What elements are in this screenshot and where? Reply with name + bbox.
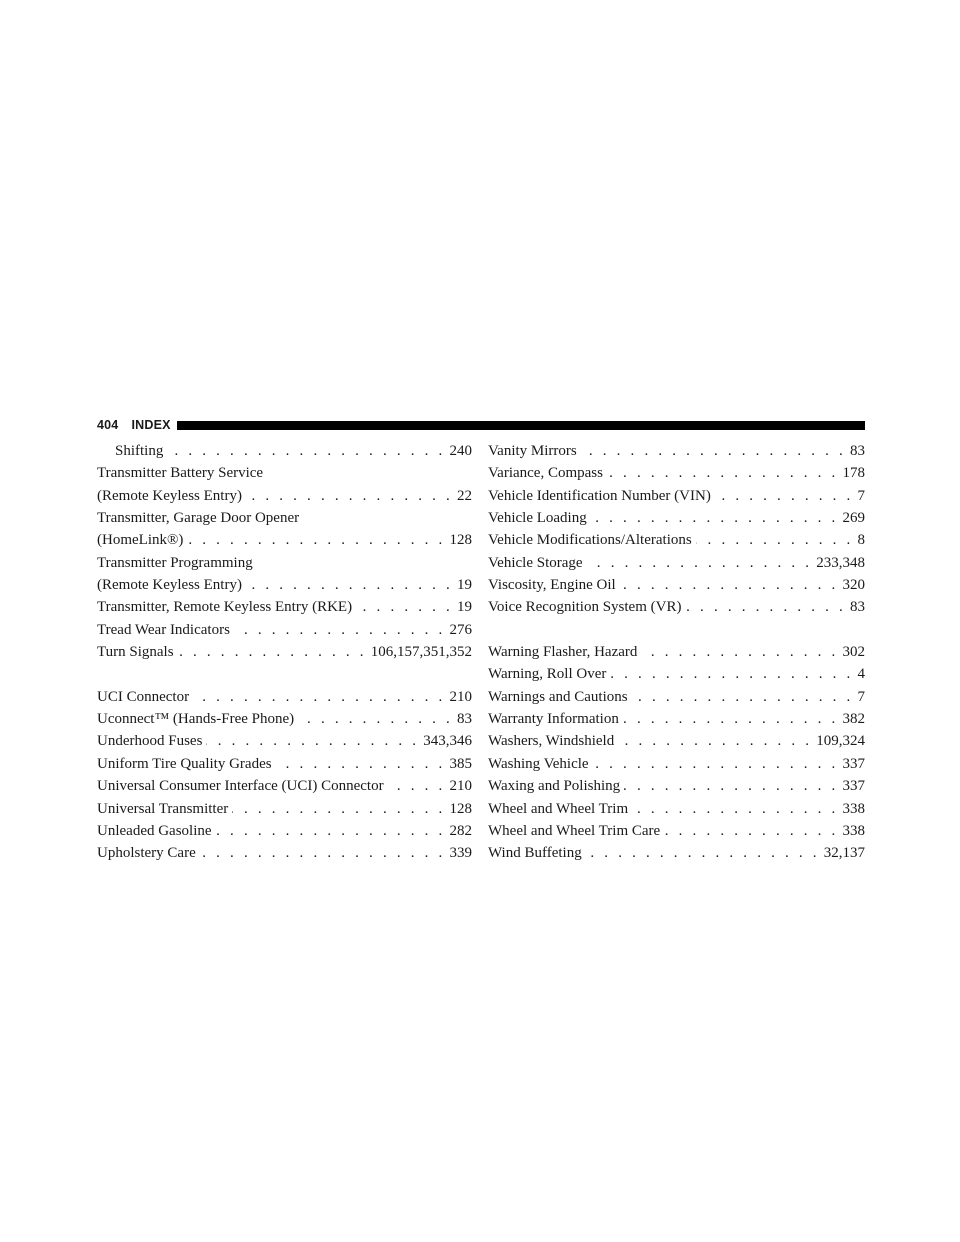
index-entry [97, 798, 472, 820]
dot-leader [276, 753, 446, 775]
index-entry [488, 529, 865, 551]
dot-leader [587, 552, 813, 574]
index-page-numbers: 128 [449, 800, 472, 817]
dot-leader [178, 641, 367, 663]
index-page-numbers: 233,348 [816, 554, 865, 571]
index-term: Warnings and Cautions [488, 688, 628, 705]
index-page-numbers: 338 [842, 822, 865, 839]
index-term: Vehicle Modifications/Alterations [488, 532, 692, 549]
dot-leader [200, 842, 446, 864]
index-term: Universal Consumer Interface (UCI) Connector [97, 778, 384, 795]
index-page-numbers: 106,157,351,352 [370, 644, 472, 661]
index-term: Wheel and Wheel Trim Care [488, 822, 661, 839]
index-term: Warning Flasher, Hazard [488, 644, 638, 661]
index-entry [97, 507, 472, 529]
index-entry [97, 574, 472, 596]
dot-leader [607, 462, 839, 484]
index-term: Warning, Roll Over [488, 666, 607, 683]
index-column-right [488, 440, 865, 865]
index-page-numbers: 240 [449, 443, 472, 459]
index-page-numbers: 339 [449, 845, 472, 862]
index-term: (HomeLink®) [97, 532, 184, 549]
index-entry [97, 641, 472, 663]
index-term: Vehicle Identification Number (VIN) [488, 487, 711, 504]
index-entry [488, 440, 865, 462]
index-entry [97, 686, 472, 708]
index-term: Shifting [115, 443, 164, 459]
index-page-numbers: 19 [457, 577, 472, 594]
dot-leader [610, 663, 853, 685]
index-term: Transmitter Programming [97, 554, 253, 571]
index-term: Washing Vehicle [488, 755, 589, 772]
index-entry [97, 552, 472, 574]
index-page-numbers: 320 [842, 577, 865, 594]
dot-leader [632, 686, 854, 708]
index-entry [488, 730, 865, 752]
index-page-numbers: 83 [457, 711, 472, 728]
index-entry [488, 596, 865, 618]
index-page-numbers: 282 [449, 822, 472, 839]
index-page-numbers: 210 [449, 778, 472, 795]
index-section-gap [97, 663, 472, 685]
index-page-numbers: 338 [842, 800, 865, 817]
index-page-numbers: 337 [842, 778, 865, 795]
dot-leader [696, 529, 854, 551]
index-column-left [97, 440, 472, 865]
index-term: UCI Connector [97, 688, 190, 705]
index-entry [488, 686, 865, 708]
index-page-numbers: 4 [857, 666, 865, 683]
index-entry [97, 753, 472, 775]
index-page-numbers: 83 [850, 599, 865, 616]
index-term: Universal Transmitter [97, 800, 229, 817]
index-term: (Remote Keyless Entry) [97, 487, 242, 504]
page-header [97, 416, 865, 434]
index-entry [488, 663, 865, 685]
index-page-numbers: 269 [842, 510, 865, 527]
index-entry [488, 708, 865, 730]
index-entry [97, 708, 472, 730]
dot-leader [618, 730, 812, 752]
dot-leader [591, 507, 839, 529]
dot-leader [206, 730, 419, 752]
dot-leader [234, 619, 446, 641]
index-page-numbers: 22 [457, 487, 472, 504]
index-entry [488, 507, 865, 529]
index-term: Underhood Fuses [97, 733, 203, 750]
dot-leader [167, 440, 445, 462]
index-term: Vehicle Storage [488, 554, 583, 571]
index-entry [97, 820, 472, 842]
index-entry [97, 775, 472, 797]
index-term: Wind Buffeting [488, 845, 582, 862]
index-page-numbers: 385 [449, 755, 472, 772]
index-term: Unleaded Gasoline [97, 822, 212, 839]
index-entry [97, 619, 472, 641]
index-entry [488, 462, 865, 484]
index-page-numbers: 128 [449, 532, 472, 549]
index-page-numbers: 302 [842, 644, 865, 661]
dot-leader [298, 708, 453, 730]
index-page-numbers: 32,137 [823, 845, 865, 862]
dot-leader [232, 798, 445, 820]
index-entry [488, 775, 865, 797]
index-term: Uconnect™ (Hands-Free Phone) [97, 711, 295, 728]
index-page-numbers: 178 [842, 465, 865, 482]
dot-leader [581, 440, 846, 462]
index-term: Upholstery Care [97, 845, 196, 862]
index-entry [97, 440, 472, 462]
dot-leader [246, 574, 453, 596]
dot-leader [685, 596, 846, 618]
index-term: Vehicle Loading [488, 510, 587, 527]
index-entry [488, 820, 865, 842]
index-entry [488, 753, 865, 775]
dot-leader [715, 485, 854, 507]
index-entry [97, 529, 472, 551]
index-entry [488, 485, 865, 507]
header-rule [177, 421, 865, 430]
index-page-numbers: 343,346 [423, 733, 472, 750]
index-term: Waxing and Polishing [488, 778, 621, 795]
index-term: Vanity Mirrors [488, 443, 577, 459]
index-term: Variance, Compass [488, 465, 603, 482]
dot-leader [216, 820, 446, 842]
dot-leader [356, 596, 453, 618]
index-page-numbers: 276 [449, 621, 472, 638]
page-number: 404 [97, 418, 119, 432]
index-term: Voice Recognition System (VR) [488, 599, 682, 616]
index-page-numbers: 337 [842, 755, 865, 772]
index-page-numbers: 83 [850, 443, 865, 459]
index-entry [97, 730, 472, 752]
index-entry [488, 798, 865, 820]
index-term: Turn Signals [97, 644, 174, 661]
dot-leader [187, 529, 445, 551]
index-entry [488, 842, 865, 864]
dot-leader [246, 485, 453, 507]
dot-leader [593, 753, 839, 775]
dot-leader [620, 574, 839, 596]
index-entry [97, 485, 472, 507]
dot-leader [388, 775, 446, 797]
index-term: (Remote Keyless Entry) [97, 577, 242, 594]
dot-leader [586, 842, 820, 864]
index-term: Uniform Tire Quality Grades [97, 755, 272, 772]
index-term: Transmitter Battery Service [97, 465, 264, 482]
dot-leader [664, 820, 838, 842]
index-page-numbers: 210 [449, 688, 472, 705]
index-entry [488, 574, 865, 596]
index-entry [97, 596, 472, 618]
index-entry [97, 842, 472, 864]
section-title: INDEX [131, 418, 171, 432]
index-entry [97, 462, 472, 484]
index-entry [488, 641, 865, 663]
index-term: Wheel and Wheel Trim [488, 800, 629, 817]
index-page-numbers: 7 [857, 487, 865, 504]
index-page-numbers: 7 [857, 688, 865, 705]
dot-leader [632, 798, 838, 820]
index-page-numbers: 19 [457, 599, 472, 616]
dot-leader [641, 641, 838, 663]
index-entry [488, 552, 865, 574]
index-term: Tread Wear Indicators [97, 621, 230, 638]
index-page-numbers: 109,324 [816, 733, 865, 750]
dot-leader [193, 686, 445, 708]
index-term: Viscosity, Engine Oil [488, 577, 616, 594]
index-term: Warranty Information [488, 711, 619, 728]
index-term: Transmitter, Remote Keyless Entry (RKE) [97, 599, 353, 616]
index-term: Washers, Windshield [488, 733, 615, 750]
dot-leader [624, 775, 838, 797]
dot-leader [623, 708, 839, 730]
index-page-numbers: 382 [842, 711, 865, 728]
index-page-numbers: 8 [857, 532, 865, 549]
index-term: Transmitter, Garage Door Opener [97, 510, 300, 527]
index-section-gap [488, 619, 865, 641]
